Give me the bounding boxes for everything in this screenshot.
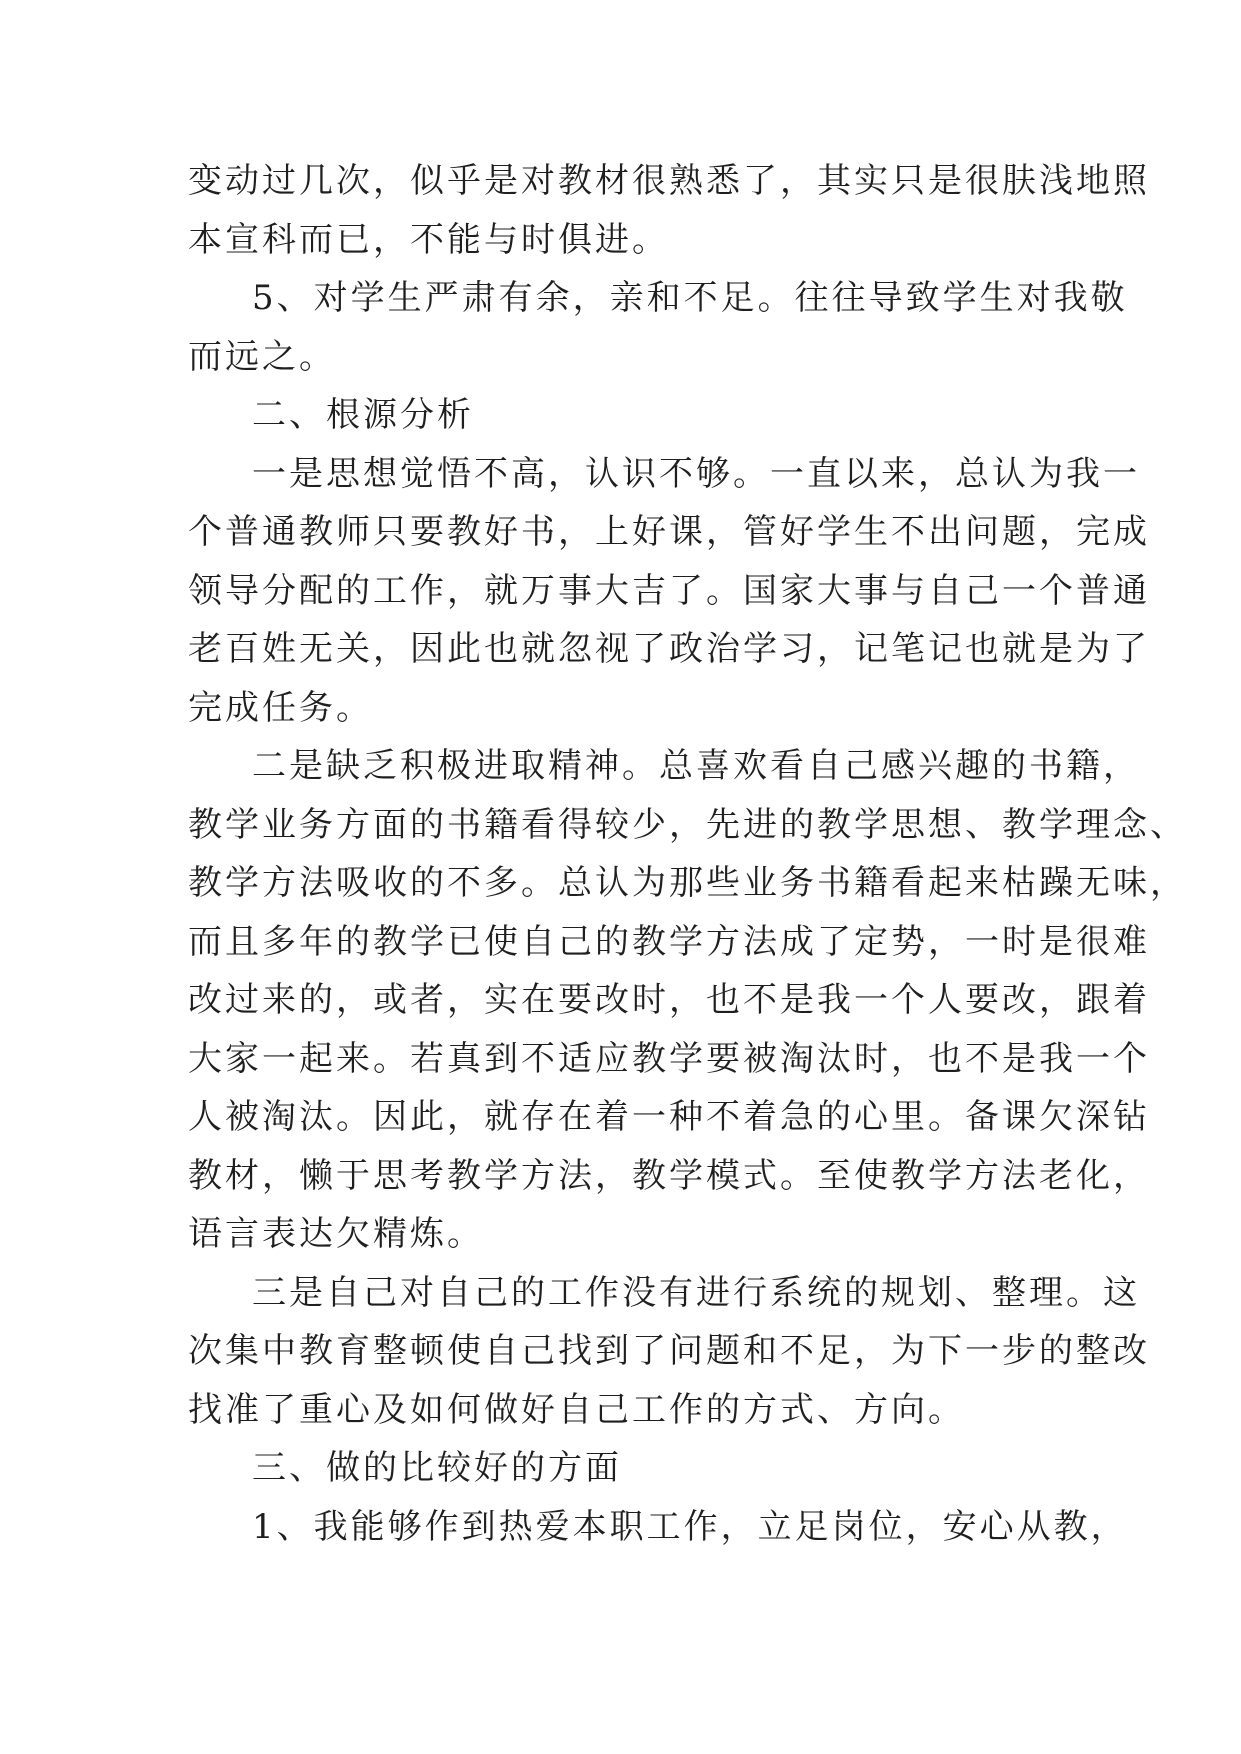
- text-line: 教材，懒于思考教学方法，教学模式。至使教学方法老化，: [188, 1155, 1150, 1196]
- section-heading: 三、做的比较好的方面: [252, 1448, 622, 1488]
- section-heading: 二、根源分析: [252, 395, 474, 435]
- text-line: 而且多年的教学已使自己的教学方法成了定势，一时是很难: [188, 921, 1150, 962]
- text-line: 次集中教育整顿使自己找到了问题和不足，为下一步的整改: [188, 1331, 1150, 1371]
- text-line: 5、对学生严肃有余，亲和不足。往往导致学生对我敬: [252, 278, 1128, 318]
- text-line: 变动过几次，似乎是对教材很熟悉了，其实只是很肤浅地照: [188, 161, 1150, 201]
- text-line: 改过来的，或者，实在要改时，也不是我一个人要改，跟着: [188, 980, 1150, 1020]
- text-line: 个普通教师只要教好书，上好课，管好学生不出问题，完成: [188, 512, 1150, 552]
- text-line: 完成任务。: [188, 687, 373, 728]
- text-line: 大家一起来。若真到不适应教学要被淘汰时，也不是我一个: [188, 1038, 1150, 1079]
- text-line: 人被淘汰。因此，就存在着一种不着急的心里。备课欠深钻: [188, 1097, 1150, 1137]
- text-line: 1、我能够作到热爱本职工作，立足岗位，安心从教，: [252, 1506, 1128, 1547]
- text-line: 教学方法吸收的不多。总认为那些业务书籍看起来枯躁无味，: [188, 863, 1187, 903]
- text-line: 领导分配的工作，就万事大吉了。国家大事与自己一个普通: [188, 570, 1150, 611]
- body-text: [188, 152, 1187, 1556]
- text-line: 老百姓无关，因此也就忽视了政治学习，记笔记也就是为了: [188, 629, 1150, 669]
- text-line: 本宣科而已，不能与时俱进。: [188, 219, 669, 260]
- text-line: 而远之。: [188, 336, 336, 377]
- text-line: 二是缺乏积极进取精神。总喜欢看自己感兴趣的书籍，: [252, 746, 1140, 786]
- text-line: 语言表达欠精炼。: [188, 1214, 484, 1254]
- text-line: 一是思想觉悟不高，认识不够。一直以来，总认为我一: [252, 453, 1140, 494]
- text-line: 找准了重心及如何做好自己工作的方式、方向。: [188, 1389, 965, 1430]
- text-line: 三是自己对自己的工作没有进行系统的规划、整理。这: [252, 1272, 1140, 1313]
- text-line: 教学业务方面的书籍看得较少，先进的教学思想、教学理念、: [188, 804, 1187, 845]
